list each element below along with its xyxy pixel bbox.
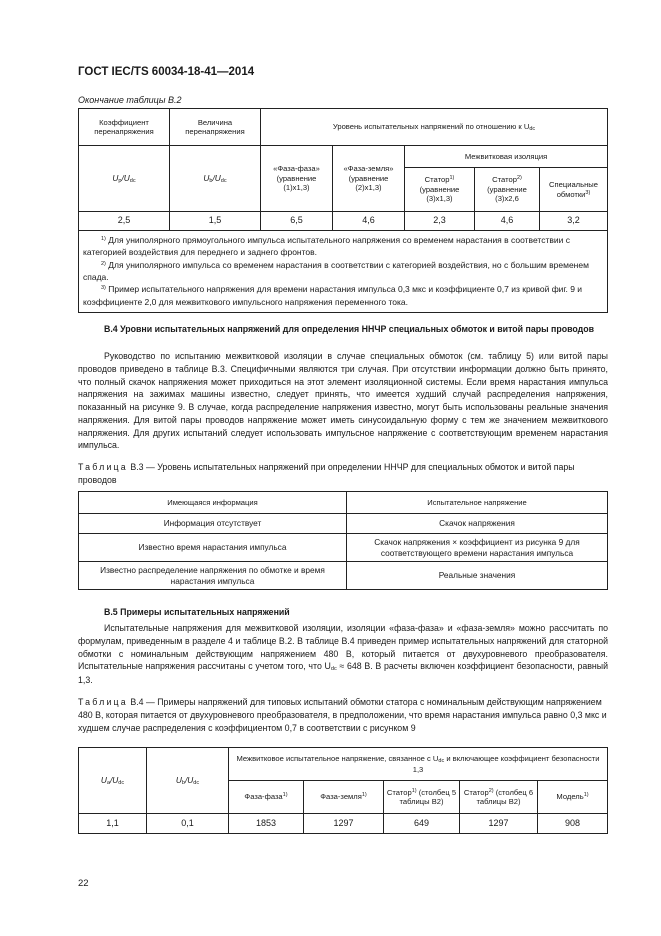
b3-header-info: Имеющаяся информация bbox=[79, 492, 347, 514]
standard-number: ГОСТ IEC/TS 60034-18-41—2014 bbox=[78, 66, 255, 78]
b2-value-cell: 1,5 bbox=[170, 212, 261, 231]
b4-header-stator-2: Статор$^{2)}$ (столбец 6 таблицы В2) bbox=[460, 781, 538, 814]
b2-footnote: $^{3)}$ Пример испытательного напряжения для времени нарастания импульса 0,3 мкс и коэффициенте 0,7 из кривой фиг. 9 и коэффициенте 2,0 для межвиткового импульсного напряжения переменного тока. bbox=[83, 284, 583, 307]
b4-value-cell: 1853 bbox=[229, 814, 304, 834]
b2-symbol-ub-udc: $U_b/U_{dc}$ bbox=[170, 146, 261, 212]
b4-header-model: Модель$^{1)}$ bbox=[538, 781, 608, 814]
b4-symbol-ub-udc: $U_b/U_{dc}$ bbox=[147, 748, 229, 814]
b4-symbol-ua-udc: $U_a/U_{dc}$ bbox=[79, 748, 147, 814]
section-b5-heading: В.5 Примеры испытательных напряжений bbox=[104, 607, 290, 617]
table-b2 bbox=[78, 108, 608, 313]
b4-value-cell: 0,1 bbox=[147, 814, 229, 834]
b3-cell: Информация отсутствует bbox=[79, 514, 347, 534]
b4-header-phase-ground: Фаза-земля$^{1)}$ bbox=[304, 781, 384, 814]
b4-value-cell: 1,1 bbox=[79, 814, 147, 834]
b2-header-stator-2: Статор$^{2)}$ (уравнение (3)x2,6 bbox=[475, 168, 540, 212]
b2-header-interturn: Межвитковая изоляция bbox=[405, 146, 608, 168]
b3-cell: Реальные значения bbox=[347, 562, 608, 590]
b2-header-test-levels: Уровень испытательных напряжений по отношению к $U_{dc}$ bbox=[261, 109, 608, 146]
b4-value-cell: 1297 bbox=[460, 814, 538, 834]
table-b4-caption: Таблица В.4 — Примеры напряжений для типовых испытаний обмотки статора с номинальным действующим напряжением 480 В, которая питается от двухуровневого преобразователя, в предположении, что время нарастания импульса равно 0,3 мкс и худшем случае распределения с коэффициентом 0,7 в соответствии с рисунком 9 bbox=[78, 697, 607, 733]
table-b3-caption: Таблица В.3 — Уровень испытательных напряжений при определении ННЧР для специальных обмоток и витой пары проводов bbox=[78, 462, 575, 485]
b2-value-cell: 3,2 bbox=[540, 212, 608, 231]
b4-header-interturn-test-voltage: Межвитковое испытательное напряжение, связанное с $U_{dc}$ и включающее коэффициент безопасности 1,3 bbox=[229, 748, 608, 781]
b4-header-phase-phase: Фаза-фаза$^{1)}$ bbox=[229, 781, 304, 814]
b2-header-stator-1: Статор$^{1)}$ (уравнение (3)x1,3) bbox=[405, 168, 475, 212]
section-b5-paragraph: Испытательные напряжения для межвитковой изоляции, изоляции «фаза-фаза» и «фаза-земля» можно рассчитать по формулам, приведенным в разделе 4 и таблице В.2. В таблице В.4 приведен пример испытательных напряжений для статорной обмотки с номинальным действующим напряжением 480 В, который питается от двухуровневого преобразователя. Испытательные напряжения рассчитаны с учетом того, что $U_{dc} \approx 648$ В. В расчеты включен коэффициент безопасности, равный 1,3. bbox=[78, 623, 608, 686]
b3-cell: Известно распределение напряжения по обмотке и время нарастания импульса bbox=[79, 562, 347, 590]
b2-footnote: $^{1)}$ Для униполярного прямоугольного импульса испытательного напряжения со временем нарастания в соответствии с категорией воздействия для переднего и заднего фронтов. bbox=[83, 235, 570, 258]
b2-value-cell: 2,5 bbox=[79, 212, 170, 231]
b3-cell: Скачок напряжения × коэффициент из рисунка 9 для соответствующего времени нарастания импульса bbox=[347, 534, 608, 562]
b4-value-cell: 1297 bbox=[304, 814, 384, 834]
b2-value-cell: 6,5 bbox=[261, 212, 333, 231]
table-b4 bbox=[78, 747, 608, 834]
b4-value-cell: 908 bbox=[538, 814, 608, 834]
b2-footnote: $^{2)}$ Для униполярного импульса со временем нарастания в соответствии с категорией воздействия, но с большим временем спада. bbox=[83, 259, 589, 282]
b2-header-special: Специальные обмотки$^{3)}$ bbox=[540, 168, 608, 212]
b2-header-overvoltage-value: Величина перенапряжения bbox=[170, 109, 261, 146]
page-number: 22 bbox=[78, 878, 89, 889]
b4-header-stator-1: Статор$^{1)}$ (столбец 5 таблицы В2) bbox=[384, 781, 460, 814]
b2-symbol-up-udc: $U_p/U_{dc}$ bbox=[79, 146, 170, 212]
b2-value-cell: 4,6 bbox=[475, 212, 540, 231]
b3-cell: Известно время нарастания импульса bbox=[79, 534, 347, 562]
b4-value-cell: 649 bbox=[384, 814, 460, 834]
b3-cell: Скачок напряжения bbox=[347, 514, 608, 534]
b3-header-test-voltage: Испытательное напряжение bbox=[347, 492, 608, 514]
section-b4-paragraph: Руководство по испытанию межвитковой изоляции в случае специальных обмоток (см. таблицу 5) или витой пары проводов приведено в таблице В.3. Специфичными являются три случая. При отсутствии информации должно быть принято, что полный скачок напряжения может приходиться на этот элемент изоляционной системы. Если время нарастания импульса напряжения на зажимах машины известно, следует принять, что имеется худший случай распределения напряжения, показанный на рисунке 9. В случае, когда распределение напряжения известно, могут быть использованы реальные значения напряжения. Для витой пары проводов напряжение может иметь синусоидальную форму с тем же значением межвиткового напряжения. Для других испытаний следует использовать импульсное напряжение с соответствующим временем нарастания импульса. bbox=[78, 351, 608, 451]
b2-header-overvoltage-coef: Коэффициент перенапряжения bbox=[79, 109, 170, 146]
b2-value-cell: 2,3 bbox=[405, 212, 475, 231]
b2-header-phase-phase: «Фаза-фаза» (уравнение (1)x1,3) bbox=[261, 146, 333, 212]
table-b2-continuation-caption: Окончание таблицы В.2 bbox=[78, 95, 182, 105]
table-b3 bbox=[78, 491, 608, 590]
b2-value-cell: 4,6 bbox=[333, 212, 405, 231]
b2-header-phase-ground: «Фаза-земля» (уравнение (2)x1,3) bbox=[333, 146, 405, 212]
section-b4-heading: В.4 Уровни испытательных напряжений для определения ННЧР специальных обмоток и витой пары проводов bbox=[104, 324, 595, 334]
b2-footnotes bbox=[79, 231, 608, 313]
